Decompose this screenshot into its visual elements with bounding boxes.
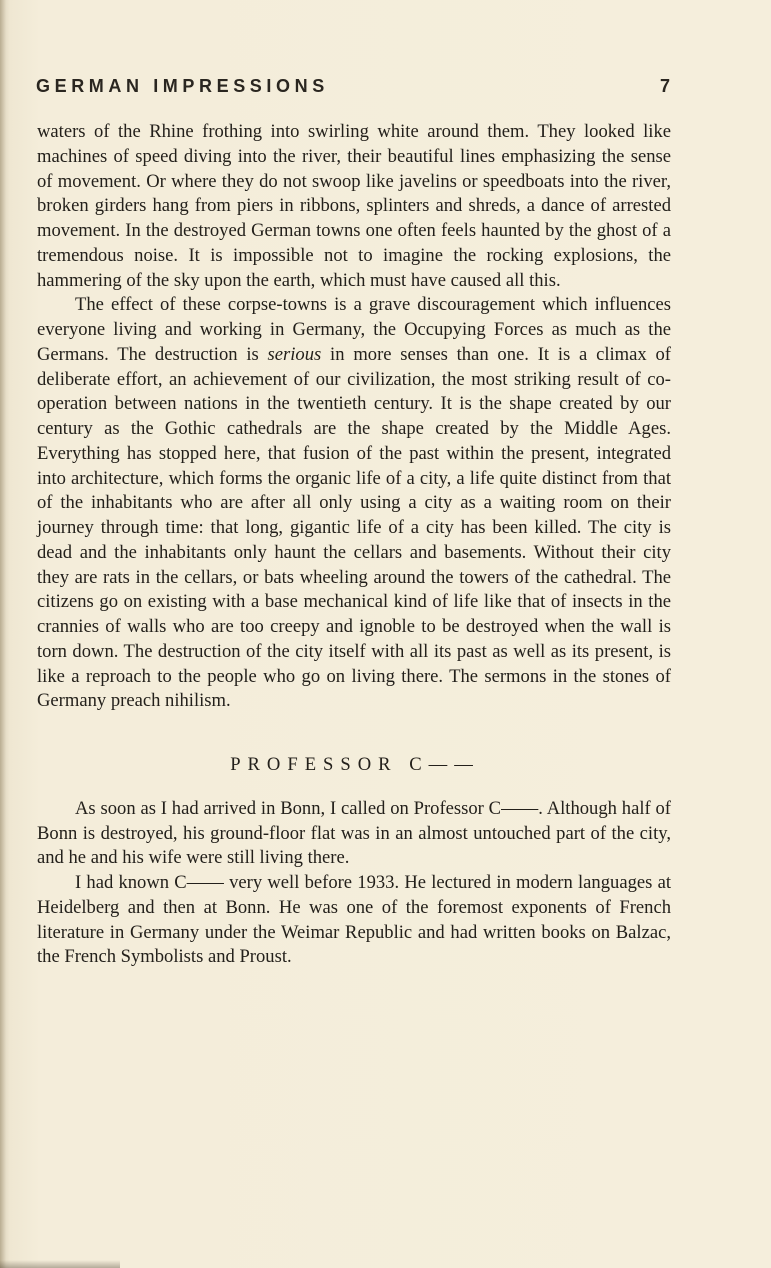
running-head-title: GERMAN IMPRESSIONS (36, 76, 329, 96)
section-heading: PROFESSOR C—— (230, 754, 480, 775)
page-edge-shadow (0, 1260, 120, 1268)
paragraph-2-text-start: The effect of these corpse-towns is a grave discouragement which influences everyone living and working in Germany, the Occupying Forces as much as the Germans. The destruction is (37, 294, 671, 365)
running-head (36, 76, 670, 100)
page-spine-shadow (0, 0, 6, 1268)
paragraph-2-text-end: in more senses than one. It is a climax of deliberate effort, an achievement of our civilization, the most striking result of co-operation between nations in the twentieth century. It is the shape created by our century as the Gothic cathedrals are the shape created by the Middle Ages. Everything has stopped here, that fusion of the past within the present, integrated into architecture, which forms the organic life of a city, a life quite distinct from that of the inhabitants who are after all only using a city as a waiting room on their journey through time: that long, gigantic life of a city has been killed. The city is dead and the inhabitants only haunt the cellars and basements. Without their city they are rats in the cellars, or bats wheeling around the towers of the cathedral. The citizens go on existing with a base mechanical kind of life like that of insects in the crannies of walls who are too creepy and ignoble to be destroyed when the wall is torn down. The destruction of the city itself with all its past as well as its present, is like a reproach to the people who go on living there. The sermons in the stones of Germany preach nihilism. (37, 343, 671, 712)
body-text (37, 120, 671, 970)
paragraph-1: waters of the Rhine frothing into swirling white around them. They looked like machines of speed diving into the river, their beautiful lines emphasizing the sense of movement. Or where they do not swoop like javelins or speedboats into the river, broken girders hang from piers in ribbons, splinters and shreds, a dance of arrested movement. In the destroyed German towns one often feels haunted by the ghost of a tremendous noise. It is impossible not to imagine the rocking explosions, the hammering of the sky upon the earth, which must have caused all this. (37, 121, 671, 291)
page-number: 7 (659, 76, 670, 96)
paragraph-2 (37, 293, 671, 714)
paragraph-3: As soon as I had arrived in Bonn, I called on Professor C——. Although half of Bonn is destroyed, his ground-floor flat was in an almost untouched part of the city, and he and his wife were still living there. (37, 797, 671, 869)
paragraph-2-italic-word: serious (267, 343, 322, 365)
paragraph-4: I had known C—— very well before 1933. He lectured in modern languages at Heidelberg and then at Bonn. He was one of the foremost exponents of French literature in Germany under the Weimar Republic and had written books on Balzac, the French Symbolists and Proust. (37, 872, 671, 968)
